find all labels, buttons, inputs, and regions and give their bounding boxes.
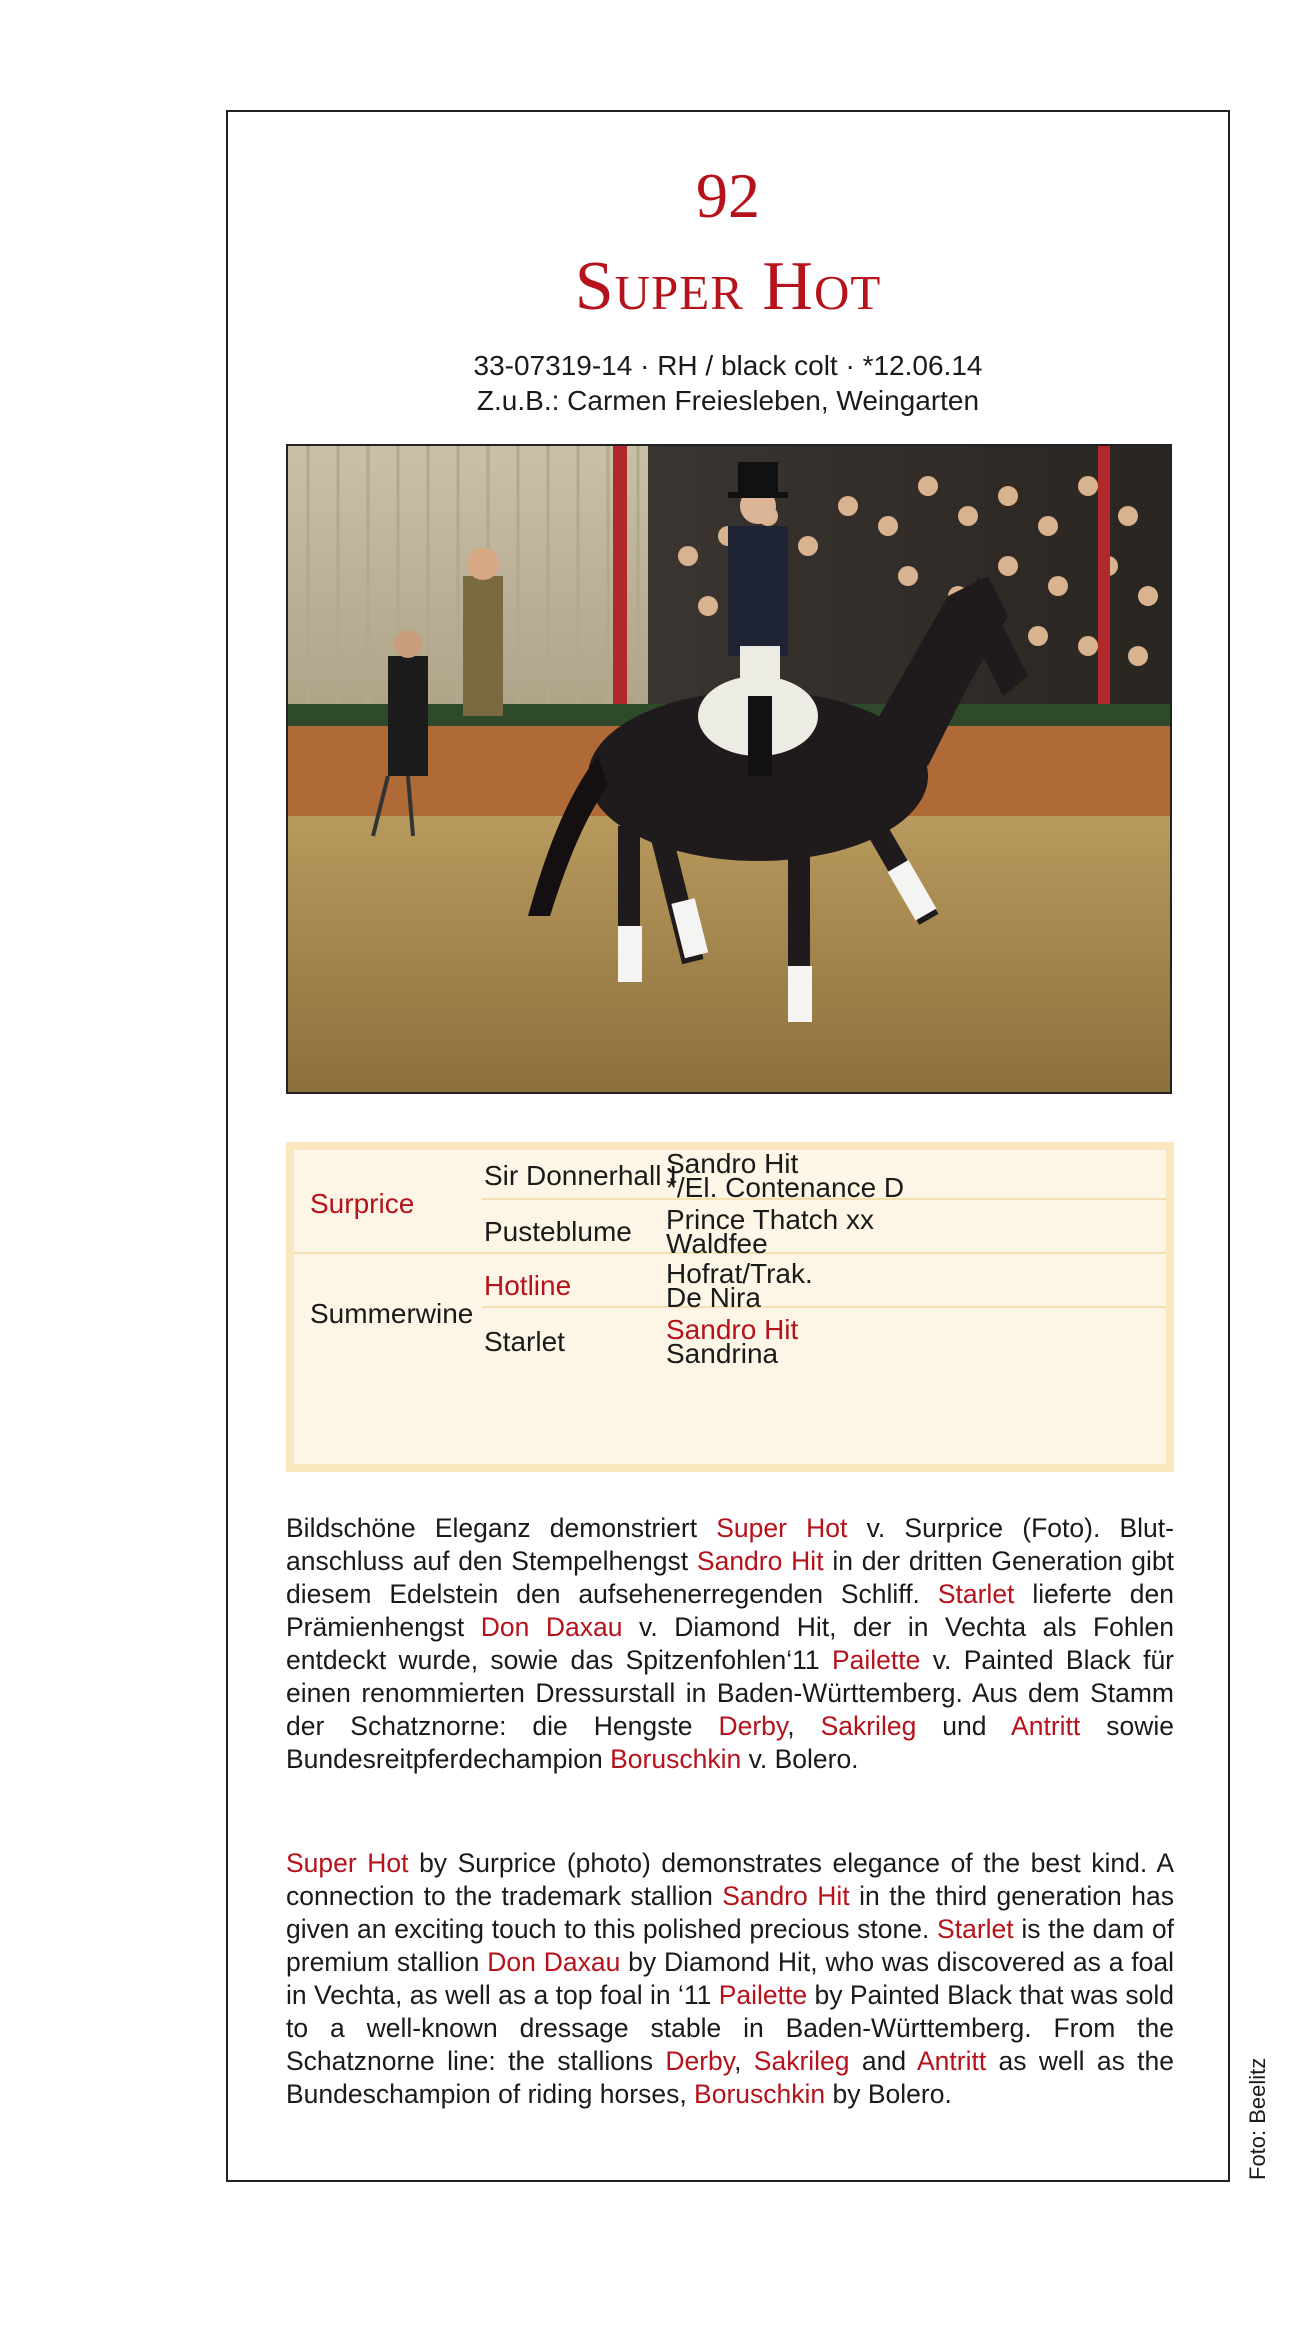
body-text: by Bolero. <box>825 2079 952 2109</box>
horse-name: Super Hot <box>574 248 882 325</box>
body-text: lieferte den Prämienhengst <box>286 1579 1174 1642</box>
body-text: , <box>787 1711 821 1741</box>
horse-name-highlight: Super Hot <box>286 1848 409 1878</box>
horse-name-highlight: Sandro Hit <box>696 1546 824 1576</box>
body-text: is the dam of premium stallion <box>286 1914 1174 1977</box>
pedigree-g3-4a: Sandro Hit <box>666 1314 799 1345</box>
pedigree-g3-2b: Waldfee <box>666 1228 768 1259</box>
pedigree-g3-3a: Hofrat/Trak. <box>666 1258 813 1289</box>
horse-name-highlight: Starlet <box>937 1914 1014 1944</box>
horse-name-highlight: Don Daxau <box>480 1612 623 1642</box>
pedigree-g3-3b: De Nira <box>666 1282 761 1313</box>
pedigree-dam-dam: Starlet <box>484 1326 565 1357</box>
pedigree-g3-1b: */El. Contenance D <box>666 1172 905 1203</box>
lot-number: 92 <box>696 160 760 231</box>
body-text: as well as the Bundeschampion of riding horses, <box>286 2046 1175 2109</box>
pedigree-dam: Summerwine <box>310 1298 474 1329</box>
body-text: in the third generation has given an exciting touch to this polished precious stone. <box>286 1881 1175 1944</box>
body-text: and <box>849 2046 917 2076</box>
horse-info-line: 33-07319-14 · RH / black colt · *12.06.14 <box>473 350 983 381</box>
pedigree-divider <box>482 1306 1166 1308</box>
pedigree-g3-4b: Sandrina <box>666 1338 779 1369</box>
body-text: v. Painted Black für einen renommierten Dressurstall in Baden-Württemberg. Aus dem Stamm der Schatznorne: die Hengste <box>286 1645 1175 1741</box>
body-text: Bildschöne Eleganz demonstriert <box>286 1513 717 1543</box>
description-german <box>286 1512 1174 1776</box>
body-text: v. Bolero. <box>741 1744 859 1774</box>
body-text: by Painted Black that was sold to a well-known dressage stable in Baden-Württemberg. From the Schatznorne line: the stallions <box>286 1980 1174 2076</box>
horse-name-highlight: Sakrileg <box>820 1711 917 1741</box>
horse-name-highlight: Sandro Hit <box>722 1881 850 1911</box>
horse-name-highlight: Boruschkin <box>694 2079 826 2109</box>
horse-name-highlight: Pailette <box>831 1645 921 1675</box>
horse-photo <box>286 444 1172 1094</box>
pedigree-sire: Surprice <box>310 1188 415 1219</box>
body-text: v. Surprice (Foto). Blutanschluss auf den Stempelhengst <box>286 1513 1174 1576</box>
horse-name-highlight: Derby <box>665 2046 735 2076</box>
horse-name-highlight: Sakrileg <box>753 2046 850 2076</box>
description-english <box>286 1847 1174 2111</box>
horse-name-highlight: Starlet <box>937 1579 1015 1609</box>
catalog-card <box>226 110 1230 2182</box>
horse-name-highlight: Super Hot <box>716 1513 848 1543</box>
horse-name-highlight: Pailette <box>718 1980 808 2010</box>
body-text: by Diamond Hit, who was discovered as a foal in Vechta, as well as a top foal in ‘11 <box>286 1947 1174 2010</box>
body-text: v. Diamond Hit, der in Vechta als Fohlen entdeckt wurde, sowie das Spitzenfohlen‘11 <box>286 1612 1175 1675</box>
horse-name-highlight: Derby <box>718 1711 788 1741</box>
body-text: sowie Bundesreitpferdechampion <box>286 1711 1175 1774</box>
pedigree-g3-1a: Sandro Hit <box>666 1148 799 1179</box>
horse-name-highlight: Boruschkin <box>610 1744 742 1774</box>
body-text: by Surprice (photo) demonstrates elegance of the best kind. A connection to the trademark stallion <box>286 1848 1174 1911</box>
pedigree-g3-2a: Prince Thatch xx <box>666 1204 875 1235</box>
body-text: in der dritten Generation gibt diesem Edelstein den aufsehenerregenden Schliff. <box>286 1546 1175 1609</box>
pedigree-sire-dam: Pusteblume <box>484 1216 632 1247</box>
photo-credit: Foto: Beelitz <box>1245 2057 1270 2180</box>
pedigree-dam-sire: Hotline <box>484 1270 572 1301</box>
horse-name-highlight: Don Daxau <box>487 1947 621 1977</box>
horse-name-highlight: Antritt <box>1011 1711 1081 1741</box>
horse-name-highlight: Antritt <box>916 2046 987 2076</box>
pedigree-sire-sire: Sir Donnerhall I <box>484 1160 677 1191</box>
body-text: , <box>734 2046 754 2076</box>
pedigree-inner <box>294 1150 1166 1464</box>
breeder-line: Z.u.B.: Carmen Freiesleben, Weingarten <box>476 385 980 416</box>
pedigree-table <box>286 1142 1174 1472</box>
body-text: und <box>916 1711 1012 1741</box>
